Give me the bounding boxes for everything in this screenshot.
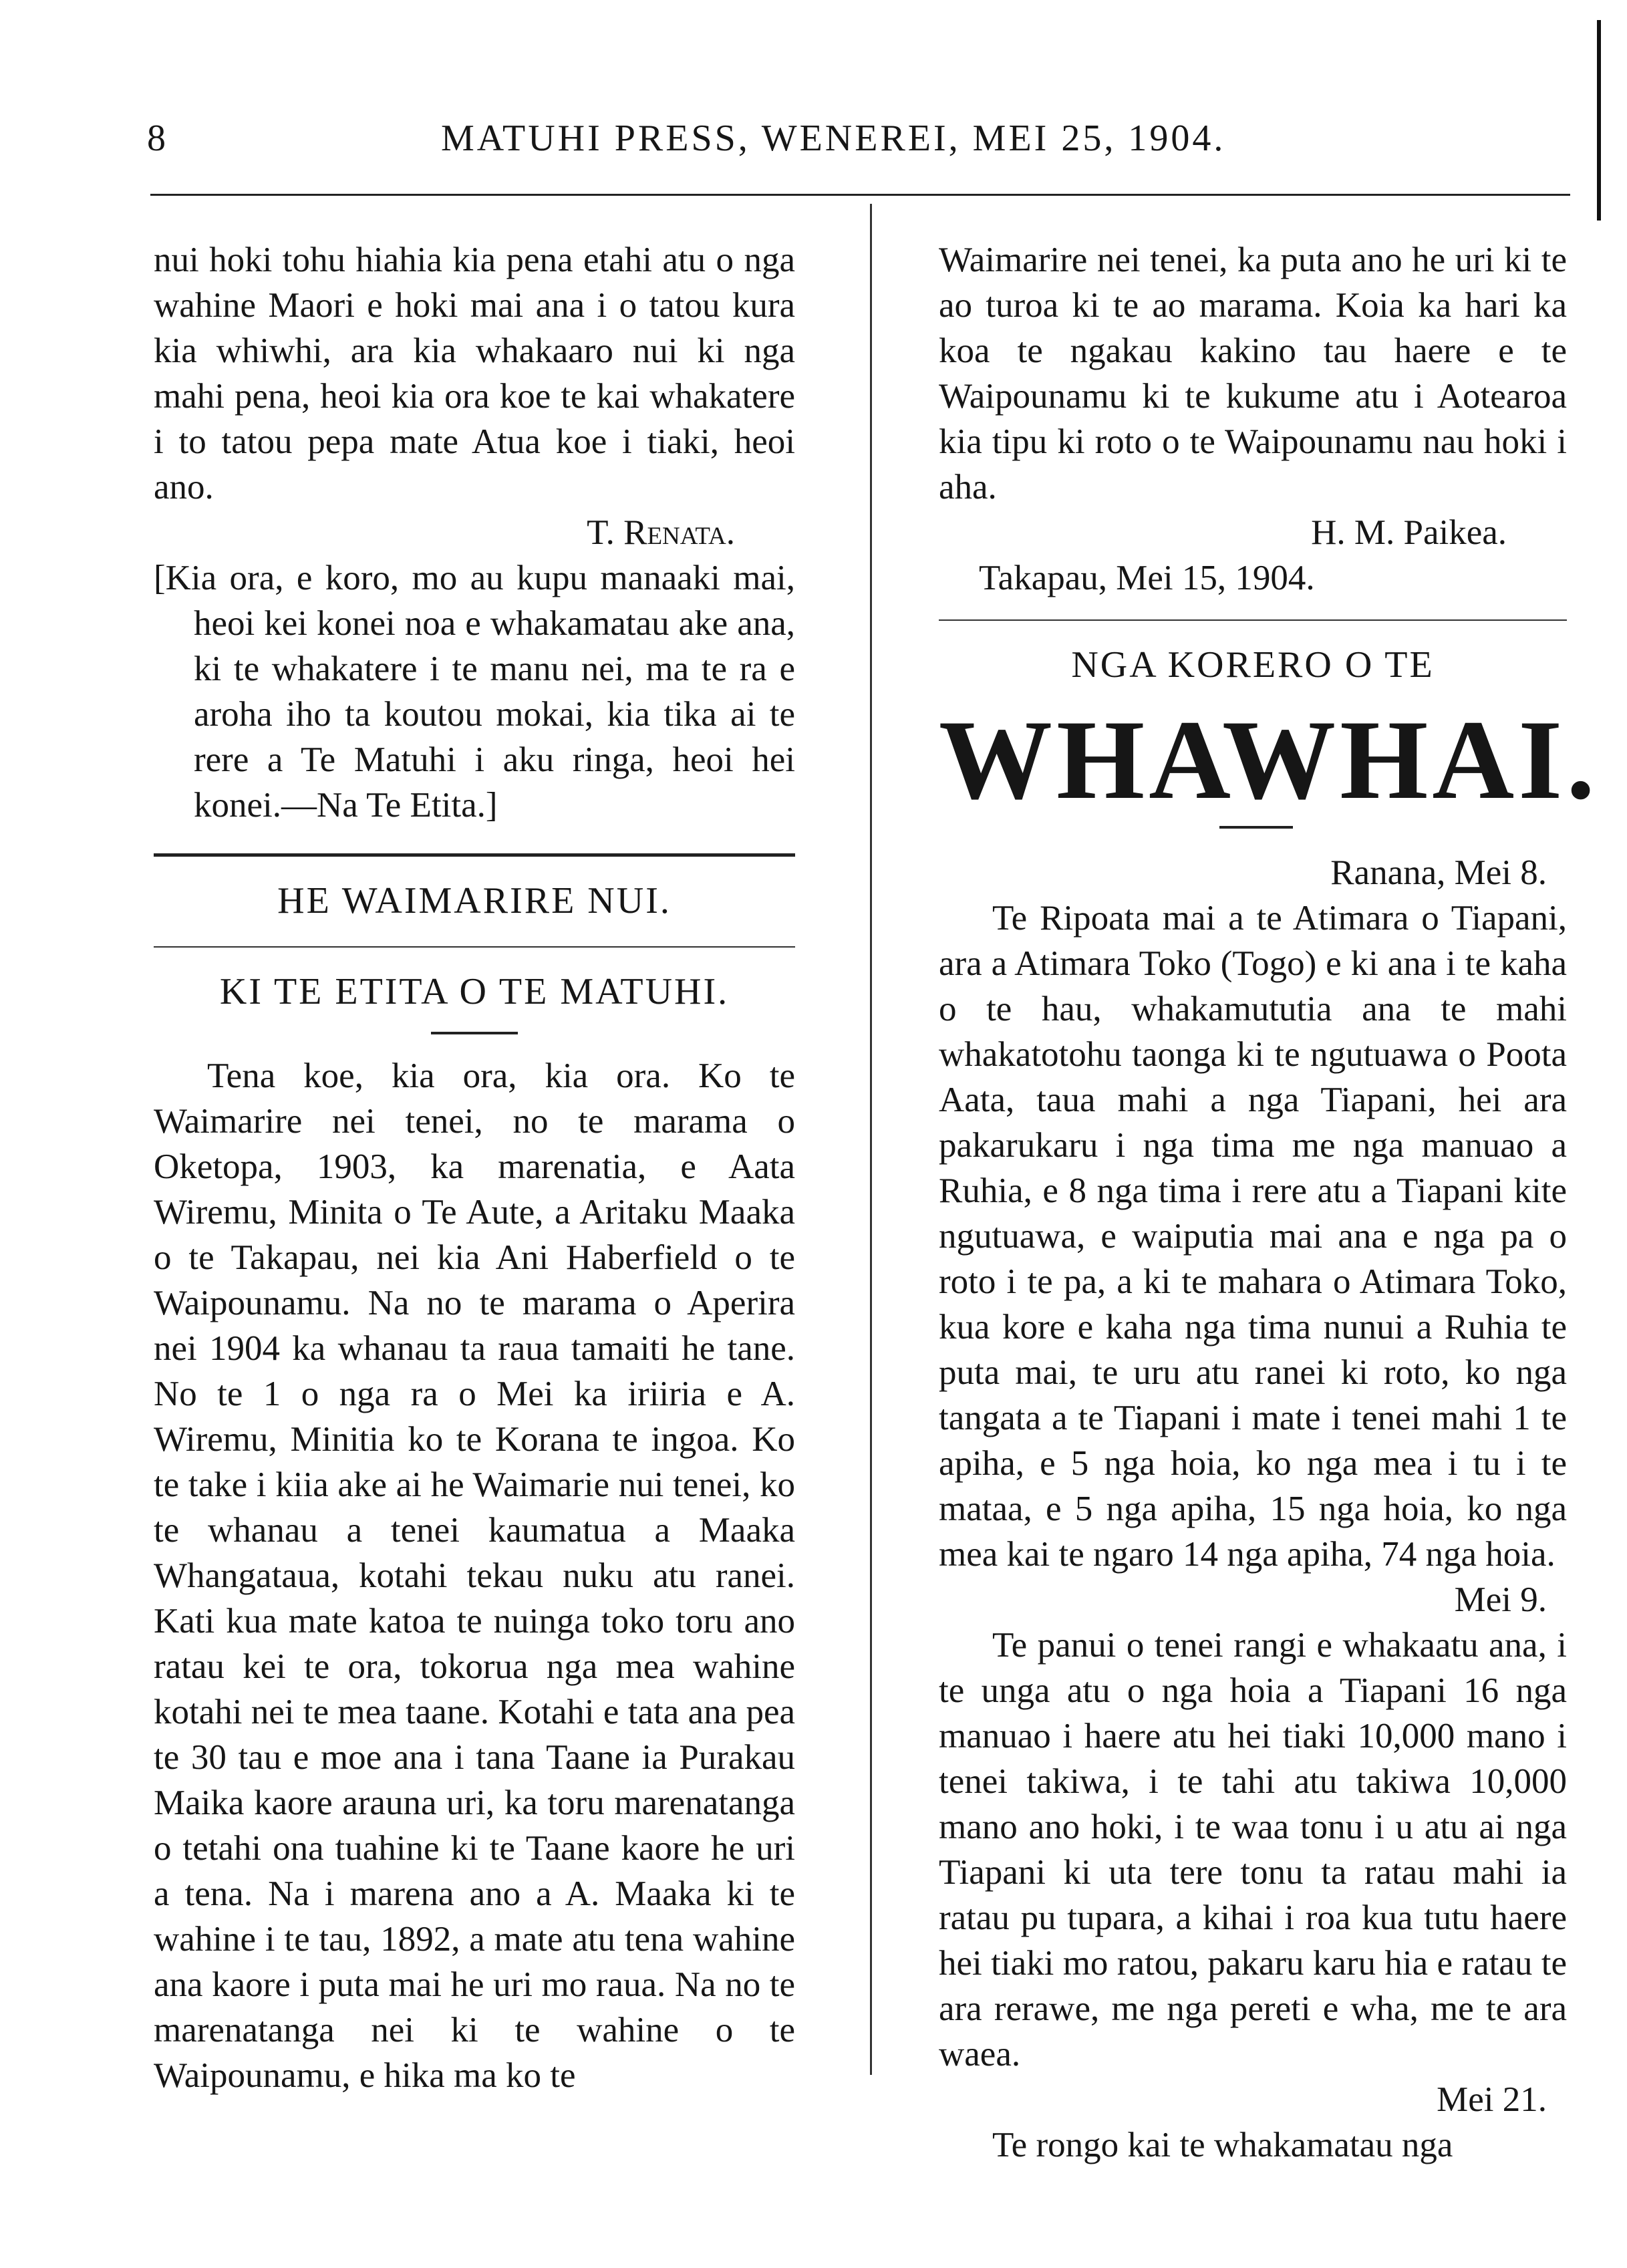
dispatch-dateline: Mei 21.	[1437, 2080, 1547, 2119]
dispatch-body: Te rongo kai te whakamatau nga	[992, 2126, 1453, 2164]
letter-signature-right: H. M. Paikea.	[1311, 513, 1507, 552]
column-divider	[870, 204, 872, 2075]
dispatch-body: Te Ripoata mai a te Atimara o Tiapani, ara a Atimara Toko (Togo) e ki ana i te kaha o te hau, whakamututia ana te mahi whakatotohu taonga ki te ngutuawa o Poota Aata, taua mahi a nga Tiapani, hei ara pakarukaru i nga tima me nga manuao a Ruhia, e 8 nga tima i rere atu a Tiapani kite ngutuawa, e waiputia mai ana e nga pa o roto i te pa, a ki te mahara o Atimara Toko, kua kore e kaha nga tima nunui a Ruhia te puta mai, te uru atu ranei ki roto, ko nga tangata a te Tiapani i mate i tenei mahi 1 te apiha, e 5 nga hoia, ko nga mea i tu i te mataa, e 5 nga apiha, 15 nga hoia, ko nga mea kai te ngaro 14 nga apiha, 74 nga hoia.	[939, 899, 1567, 1574]
left-column	[154, 237, 795, 2098]
letter-place-date: Takapau, Mei 15, 1904.	[979, 559, 1315, 597]
letter-signature: T. Renata.	[587, 513, 735, 552]
section-title: WHAWHAI.	[939, 697, 1599, 823]
dispatch-body: Te panui o tenei rangi e whakaatu ana, i te unga atu o nga hoia a Tiapani 16 nga manuao i haere atu hei tiaki 10,000 mano i tenei takiwa, i te tahi atu takiwa 10,000 mano ano hoki, i te waa tonu i u atu ai nga Tiapani ki uta tere tonu ta ratau mahi ia ratau pu tupara, a kihai i roa kua tutu haere hei tiaki mo ratou, pakaru karu hia e ratau te ara rerawe, me nga pereti e wha, me te ara waea.	[939, 1626, 1567, 2074]
running-head: MATUHI PRESS, WENEREI, MEI 25, 1904.	[441, 118, 1226, 159]
article-subheadline: KI TE ETITA O TE MATUHI.	[219, 971, 730, 1012]
header-rule	[150, 194, 1570, 196]
headline-rule	[154, 946, 795, 948]
page-number: 8	[147, 118, 166, 159]
article-headline: HE WAIMARIRE NUI.	[277, 880, 672, 922]
letter-continuation: nui hoki tohu hiahia kia pena etahi atu o nga wahine Maori e hoki mai ana i o tatou kura kia whiwhi, ara kia whakaaro nui ki nga mahi pena, heoi kia ora koe te kai whakatere i to tatou pepa mate Atua koe i tiaki, heoi ano.	[154, 241, 795, 507]
section-kicker: NGA KORERO O TE	[1071, 644, 1435, 686]
editor-note: [Kia ora, e koro, mo au kupu manaaki mai, heoi kei konei noa e whakamatau ake ana, ki te whakatere i te manu nei, ma te ra e aroha iho ta koutou mokai, kia tika ai te rere a Te Matuhi i aku ringa, heoi hei konei.—Na Te Etita.]	[154, 559, 795, 825]
letter-continuation-right: Waimarire nei tenei, ka puta ano he uri ki te ao turoa ki te ao marama. Koia ka hari ka koa te ngakau kakino tau haere e te Waipounamu ki te kukume atu i Aotearoa kia tipu ki roto o te Waipounamu nau hoki i aha.	[939, 241, 1567, 507]
dispatch-dateline: Ranana, Mei 8.	[1330, 853, 1547, 892]
page-header	[0, 117, 1627, 170]
short-rule-right	[1219, 826, 1293, 829]
article-body: Tena koe, kia ora, kia ora. Ko te Waimarire nei tenei, no te marama o Oketopa, 1903, ka marenatia, e Aata Wiremu, Minita o Te Aute, a Aritaku Maaka o te Takapau, nei kia Ani Haberfield o te Waipounamu. Na no te marama o Aperira nei 1904 ka whanau ta raua tamaiti he tane. No te 1 o nga ra o Mei ka iriiria e A. Wiremu, Minitia ko te Korana te ingoa. Ko te take i kiia ake ai he Waimarie nui tenei, ko te whanau a tenei kaumatua a Maaka Whangataua, kotahi tekau nuku atu ranei. Kati kua mate katoa te nuinga toko toru ano ratau kei te ora, tokorua nga mea wahine kotahi nei te mea taane. Kotahi e tata ana pea te 30 tau e moe ana i tana Taane ia Purakau Maika kaore arauna uri, ka toru marenatanga o tetahi ona tuahine ki te Taane kaore he uri a tena. Na i marena ano a A. Maaka ki te wahine i te tau, 1892, a mate atu tena wahine ana kaore i puta mai he uri mo raua. Na no te marenatanga nei ki te wahine o te Waipounamu, e hika ma ko te	[154, 1056, 795, 2095]
dispatch-dateline: Mei 9.	[1454, 1580, 1547, 1619]
short-rule	[431, 1032, 518, 1034]
right-column	[939, 237, 1599, 2168]
section-rule	[154, 853, 795, 857]
section-rule-right	[939, 619, 1567, 621]
